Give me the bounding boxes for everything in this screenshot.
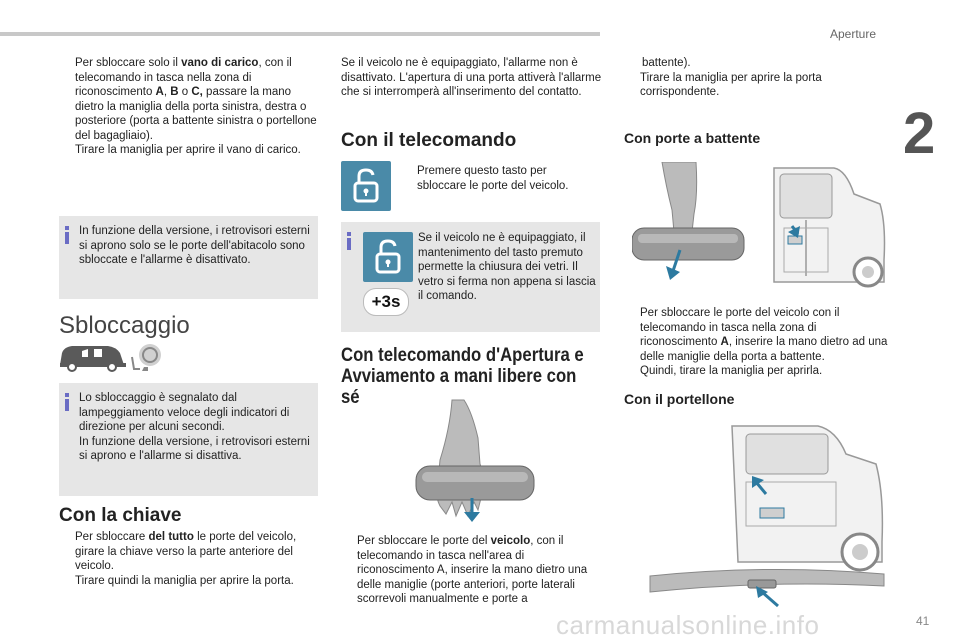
handsfree-instructions [341,534,603,607]
text: , inserire la mano dietro ad una delle maniglie della porta a battente. [640,336,888,363]
header-rule [0,32,600,36]
text: le porte del veicolo, girare la chiave verso la parte anteriore del veicolo. [75,531,297,572]
info-icon-bar [65,399,69,411]
info-icon-bar [347,238,351,250]
text: Per sbloccare le porte del veicolo con il telecomando in tasca nella zona di riconoscimento [640,307,840,348]
hand-handle-illustration [632,162,752,282]
text: Quindi, tirare la maniglia per aprirla. [640,365,823,377]
text-bold: B [170,86,179,98]
text: , con il telecomando in tasca nella zona di riconoscimento [75,57,292,98]
text: passare la mano dietro la maniglia della porta sinistra, destra o posteriore (porta a battente sinistra o portellone del bagagliaio). [75,86,317,142]
section-label: Aperture [830,27,877,41]
text: Per sbloccare le porte del [357,535,491,547]
info-text [79,391,311,464]
text: Tirare quindi la maniglia per aprire la porta. [75,574,294,587]
watermark: carmanualsonline.info [556,610,820,640]
list-item [401,164,596,193]
chapter-number: 2 [903,101,936,166]
alarm-intro: Se il veicolo ne è equipaggiato, l'allarme non è disattivato. L'apertura di una porta attiverà l'allarme che si interromperà all'inserimento del contatto. [341,57,602,98]
list-item [59,530,321,574]
unlock-button-illustration [341,161,391,211]
info-icon-bar [65,232,69,244]
list-item [341,534,603,607]
section-title-sbloccaggio: Sbloccaggio [59,312,190,339]
list-item [59,143,321,158]
cargo-instructions [59,56,321,158]
key-instructions [59,530,321,588]
info-text-line: In funzione della versione, i retrovisori esterni si aprono e l'allarme si disattiva. [79,435,310,462]
section-title-chiave: Con la chiave [59,505,182,526]
text: Per sbloccare [75,531,149,543]
text: o [178,86,192,98]
text-bold: A [720,336,729,348]
hand-handle-illustration [412,398,536,526]
section-title-portellone: Con il portellone [624,391,735,407]
text: battente). [642,57,691,69]
handsfree-continuation [624,56,886,100]
title-line: Avviamento a mani libere con sé [341,366,577,408]
unlock-icon [363,232,413,282]
unlock-button-illustration [363,232,413,282]
list-item [624,364,888,379]
text: , con il telecomando in tasca nell'area di riconoscimento A, inserire la mano dietro una delle maniglie (porte anteriori, porte laterali scorrevoli manualmente e porte a [357,535,588,605]
list-item [59,574,321,589]
info-icon [65,393,69,397]
section-title-battente: Con porte a battente [624,130,761,146]
remote-instructions [401,164,596,193]
info-box-unlocking [59,383,318,496]
section-title-telecomando: Con il telecomando [341,130,517,151]
info-box-windows [341,222,600,332]
text: , [163,86,171,98]
info-text-line: Lo sbloccaggio è segnalato dal lampeggiamento veloce degli indicatori di direzione per alcuni secondi. [79,392,290,433]
text: Tirare la maniglia per aprire la porta corrispondente. [640,71,822,98]
van-rear-doors-illustration [764,164,886,290]
text-bold: vano di carico [181,57,259,69]
van-steering-icon [58,343,170,373]
text-bold: veicolo [490,535,531,547]
info-icon [347,232,351,236]
info-text: Se il veicolo ne è equipaggiato, il mantenimento del tasto premuto permette la chiusura dei vetri. Il vetro si ferma non appena si lascia il comando. [418,232,596,302]
list-item [624,71,886,100]
page-number: 41 [916,614,930,628]
unlock-icon [341,161,391,211]
text-bold: C, [191,86,203,98]
text: Per sbloccare solo il [75,57,182,69]
tailgate-illustration [648,424,886,608]
info-icon [65,226,69,230]
list-item [59,56,321,143]
info-box-mirrors [59,216,318,299]
text: Premere questo tasto per sbloccare le porte del veicolo. [417,165,569,192]
list-item [624,306,888,364]
title-line: Con telecomando d'Apertura e [341,345,584,366]
hold-3s-badge: +3s [363,288,409,316]
text-bold: A [155,86,164,98]
text: Tirare la maniglia per aprire il vano di carico. [75,144,301,156]
text-bold: del tutto [148,531,194,543]
rear-doors-instructions [624,306,888,379]
info-text: In funzione della versione, i retrovisori esterni si aprono solo se le porte dell'abitacolo sono sbloccate e l'allarme è disattivato. [79,225,310,266]
